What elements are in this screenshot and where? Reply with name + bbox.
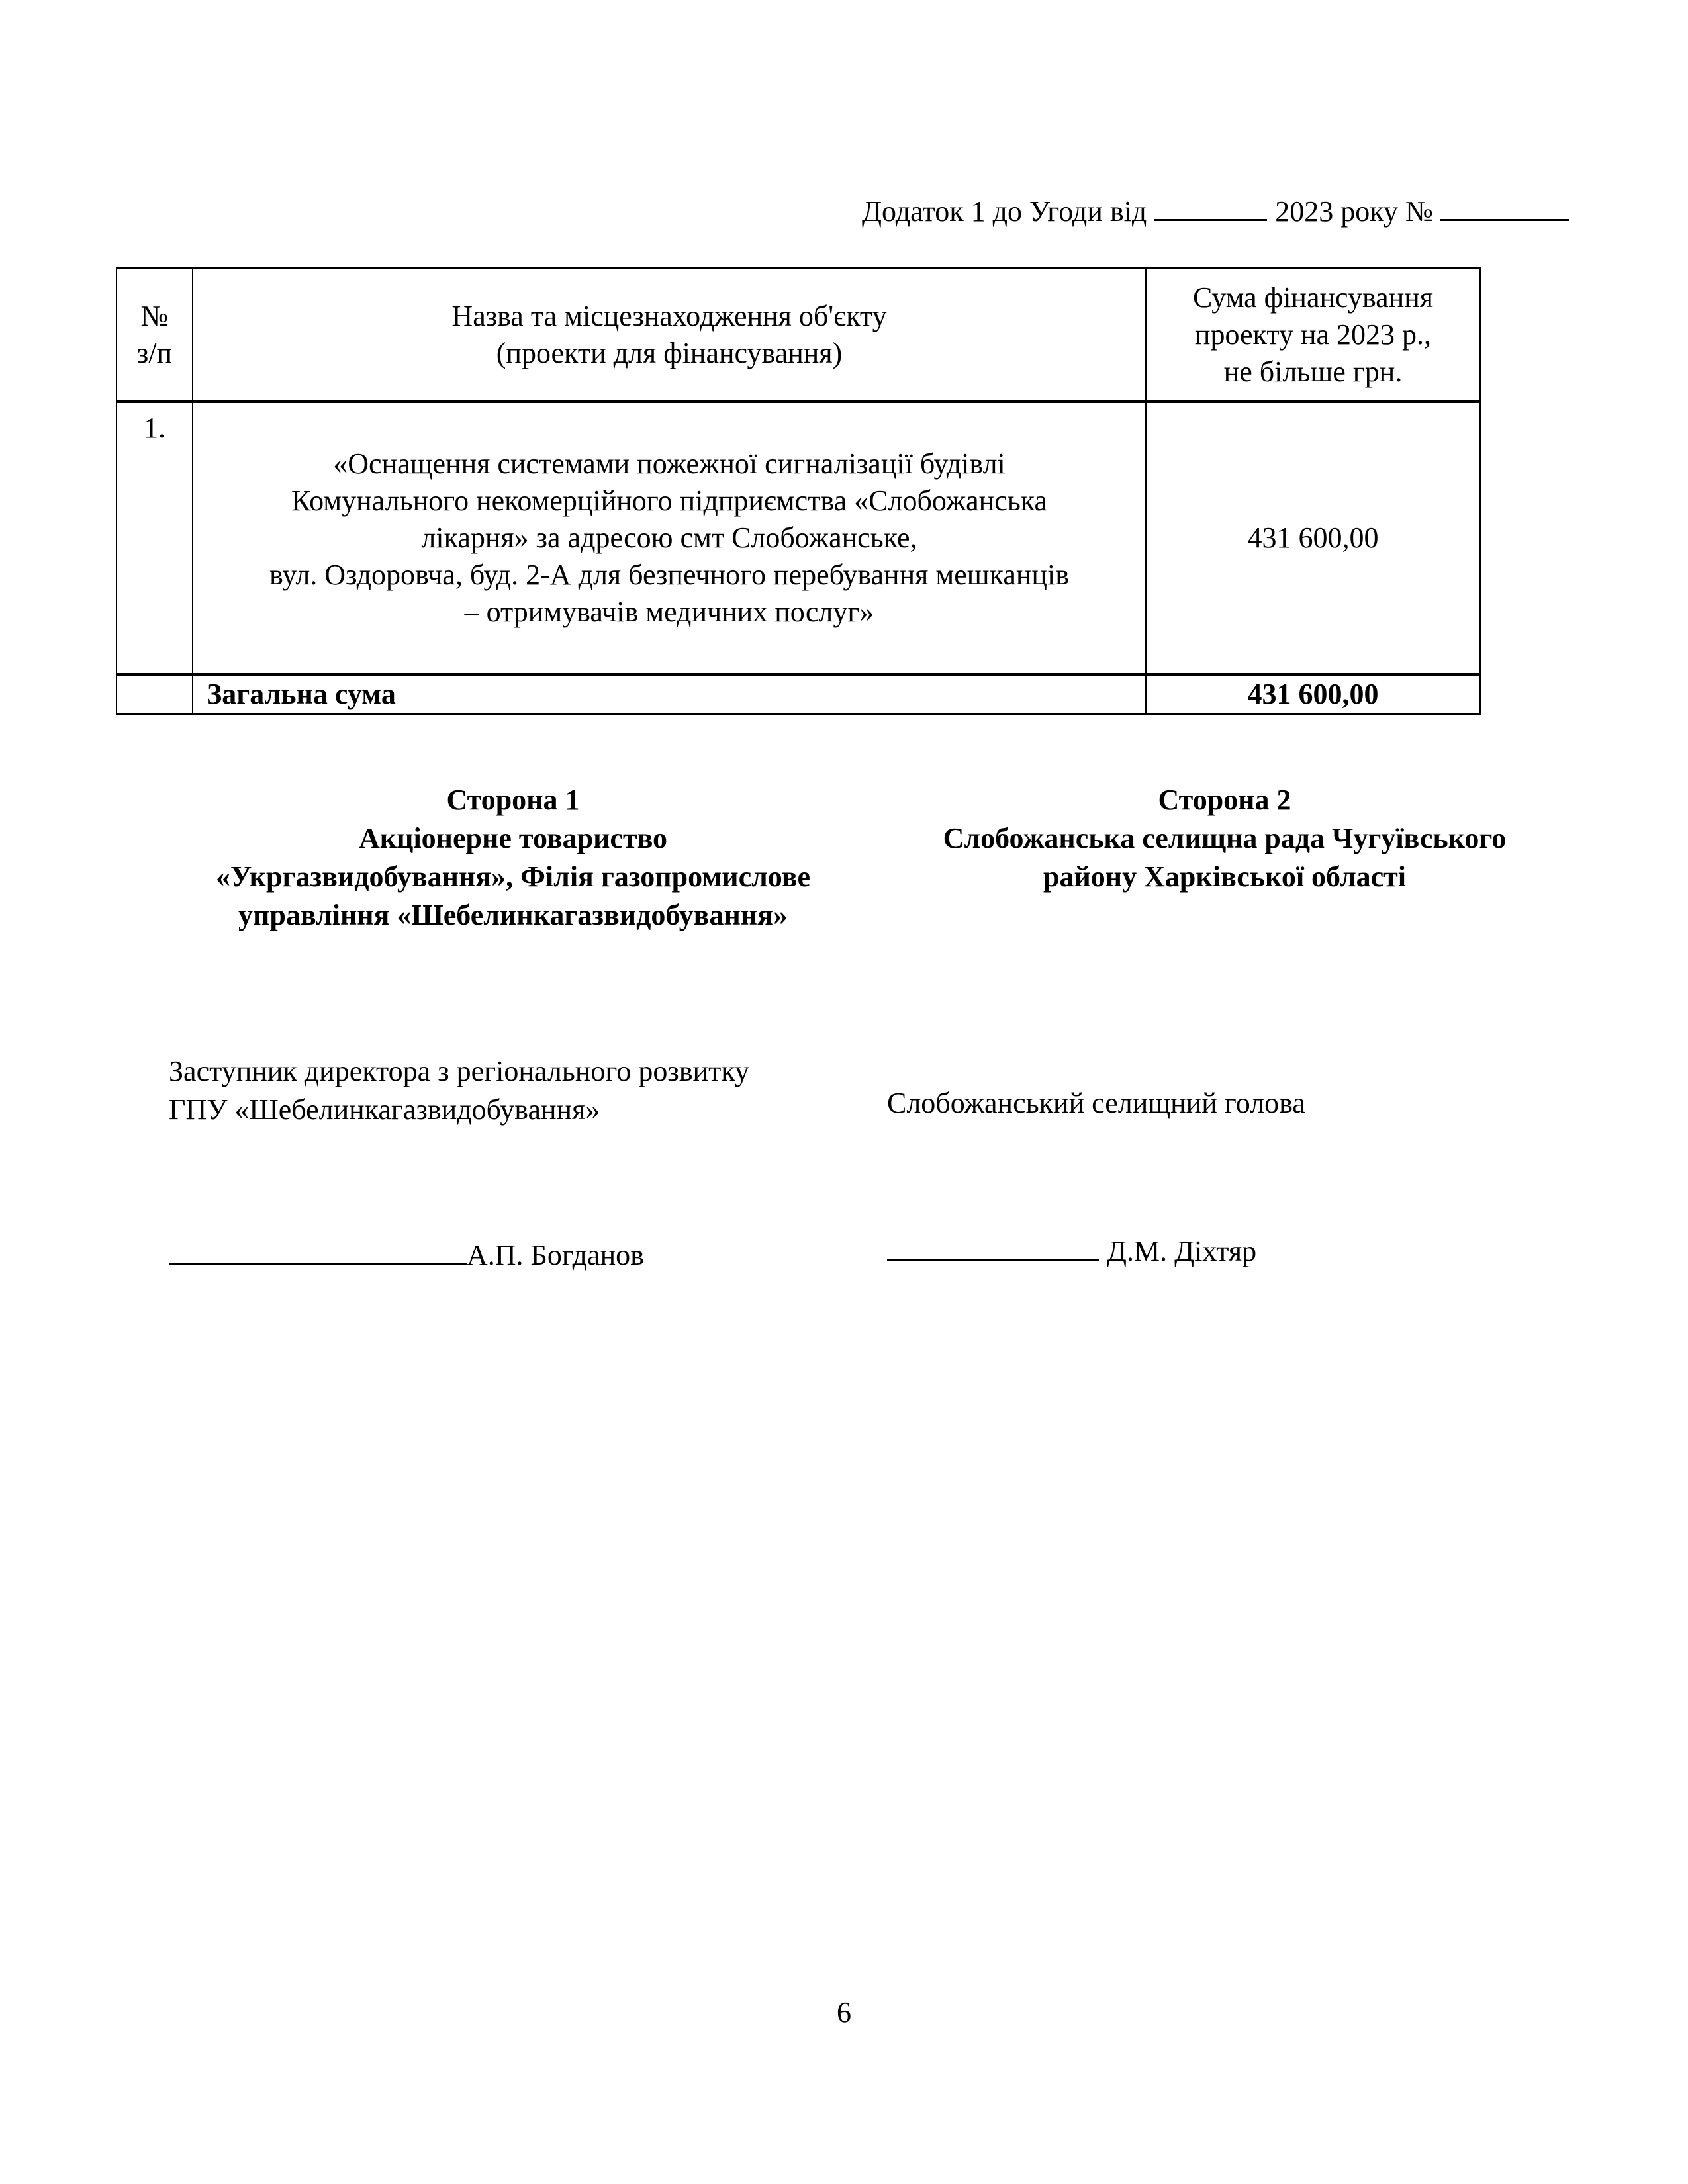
row-number: 1. — [117, 402, 193, 674]
party2-role — [887, 1084, 1549, 1122]
party1-block — [152, 781, 874, 934]
header-sum-line1: Сума фінансування — [1192, 281, 1434, 314]
header-number-line1: № — [140, 300, 169, 332]
party2-name-line: Слобожанська селищна рада Чугуївського — [943, 822, 1507, 854]
annex-heading — [862, 192, 1569, 232]
party1-name-line: «Укргазвидобування», Філія газопромислове — [216, 860, 810, 893]
description-line: лікарня» за адресою смт Слобожанське, — [421, 522, 917, 554]
description-line: – отримувачів медичних послуг» — [464, 596, 874, 628]
total-empty-cell — [117, 674, 193, 714]
annex-year-text: 2023 року № — [1275, 195, 1433, 228]
header-number-line2: з/п — [136, 337, 173, 369]
description-line: вул. Оздоровча, буд. 2-А для безпечного перебування мешканців — [269, 559, 1069, 591]
description-line: «Оснащення системами пожежної сигналізації будівлі — [333, 447, 1006, 480]
party2-signature — [887, 1232, 1256, 1271]
annex-prefix: Додаток 1 до Угоди від — [862, 195, 1147, 228]
party2-name-line: району Харківської області — [1043, 860, 1407, 893]
party1-title: Сторона 1 — [446, 784, 580, 816]
number-blank-line — [1440, 193, 1569, 221]
row-description — [193, 402, 1146, 674]
total-amount: 431 600,00 — [1146, 674, 1480, 714]
header-name-line2: (проекти для фінансування) — [496, 337, 843, 369]
header-object-name — [193, 268, 1146, 402]
party1-name-line: управління «Шебелинкагазвидобування» — [238, 899, 788, 931]
party1-name-line: Акціонерне товариство — [358, 822, 668, 854]
party1-signatory: А.П. Богданов — [467, 1239, 644, 1271]
header-name-line1: Назва та місцезнаходження об'єкту — [451, 300, 887, 332]
page-number: 6 — [837, 1996, 851, 2028]
party1-role — [169, 1052, 897, 1129]
header-funding-amount — [1146, 268, 1480, 402]
signature-line — [169, 1236, 467, 1265]
header-sum-line3: не більше грн. — [1223, 355, 1403, 388]
party2-role-line: Слобожанський селищний голова — [887, 1087, 1305, 1119]
description-line: Комунального некомерційного підприємства «Слобожанська — [291, 484, 1048, 517]
signature-line — [887, 1232, 1099, 1261]
row-amount: 431 600,00 — [1146, 402, 1480, 674]
total-row — [117, 674, 1480, 714]
party2-signatory: Д.М. Діхтяр — [1107, 1235, 1257, 1267]
party2-title: Сторона 2 — [1158, 784, 1291, 816]
header-sum-line2: проекту на 2023 р., — [1194, 318, 1432, 351]
total-label: Загальна сума — [193, 674, 1146, 714]
header-number — [117, 268, 193, 402]
table-header-row — [117, 268, 1480, 402]
party1-role-line: ГПУ «Шебелинкагазвидобування» — [169, 1093, 600, 1126]
party1-signature — [169, 1236, 644, 1275]
party2-block — [880, 781, 1569, 896]
table-row — [117, 402, 1480, 674]
financing-table — [116, 267, 1481, 715]
party1-role-line: Заступник директора з регіонального розвитку — [169, 1055, 750, 1087]
date-blank-line — [1154, 193, 1267, 221]
